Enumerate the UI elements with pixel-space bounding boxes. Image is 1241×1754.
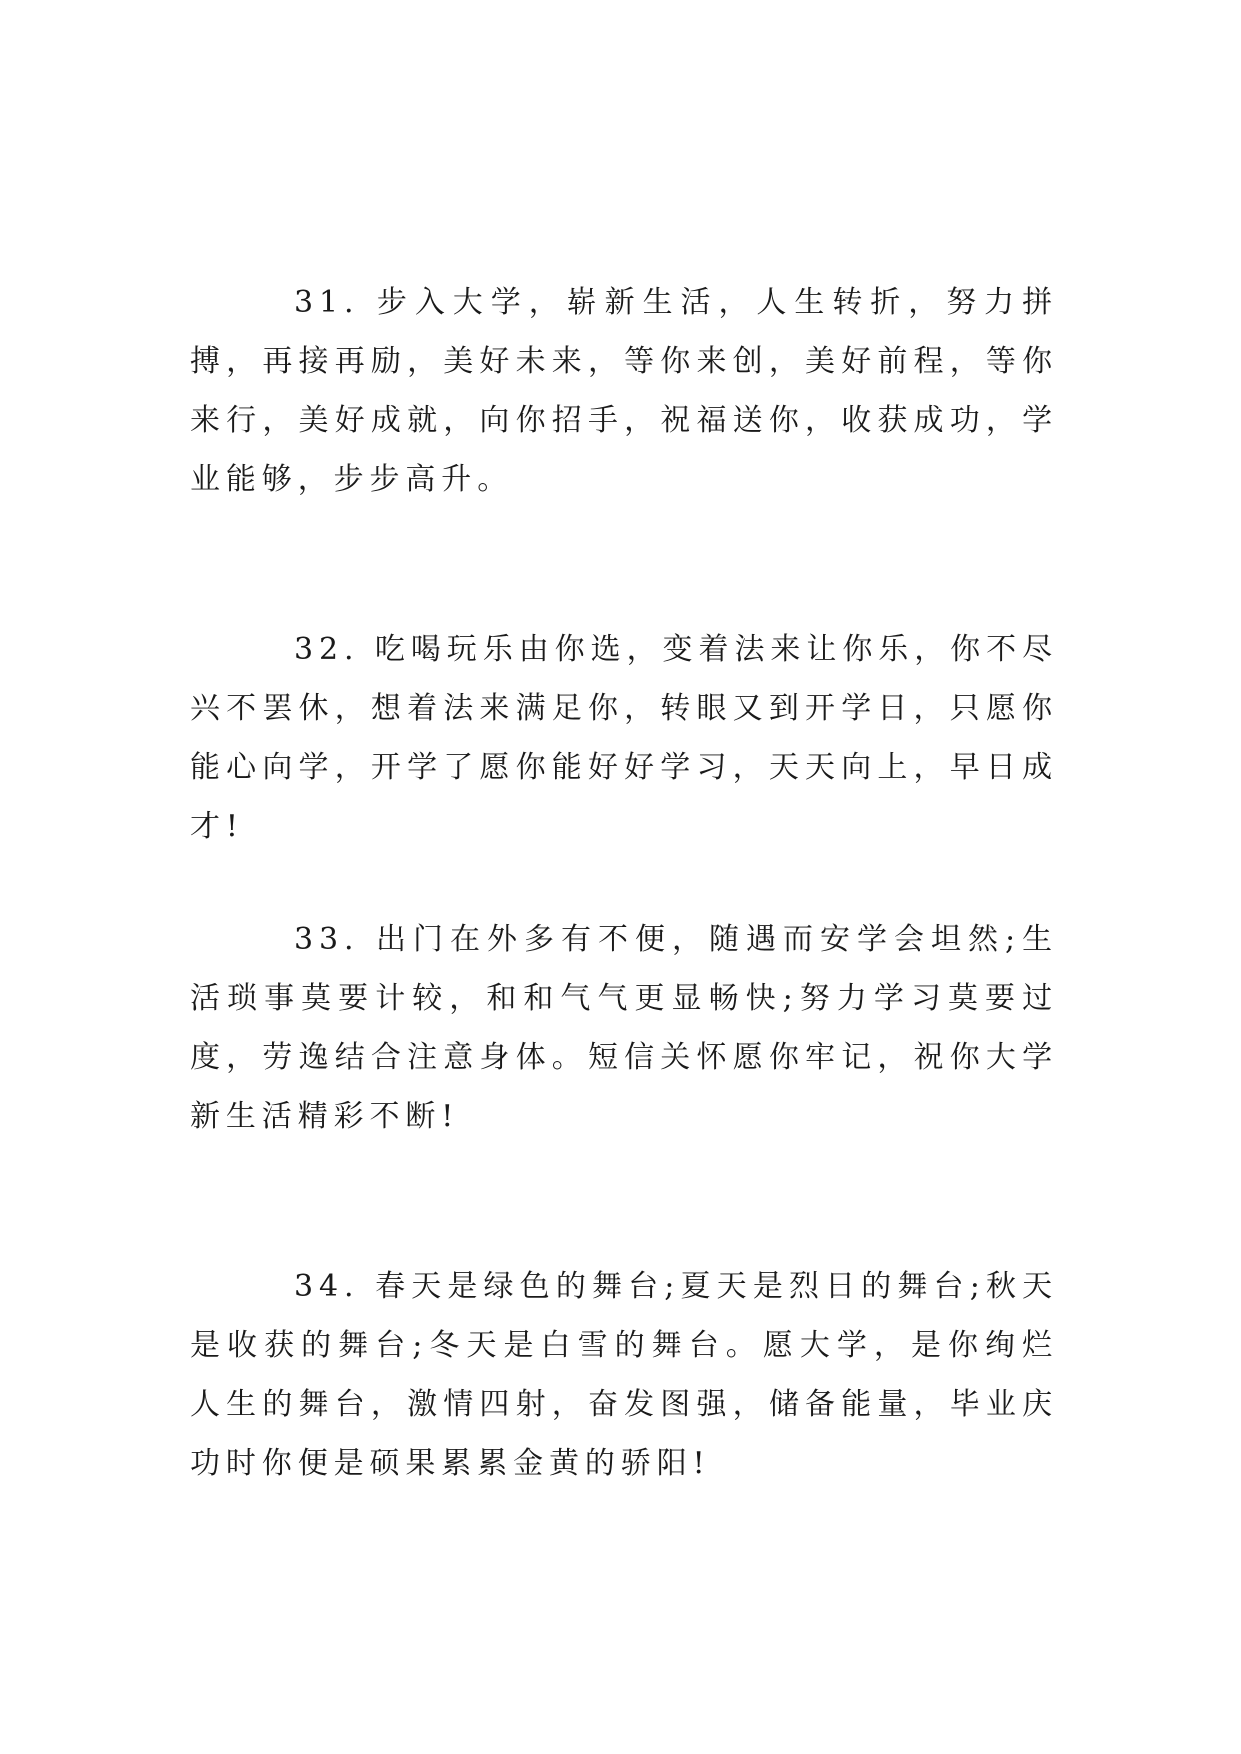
paragraph-32: 32. 吃喝玩乐由你选，变着法来让你乐，你不尽兴不罢休，想着法来满足你，转眼又到开学日，只愿你能心向学，开学了愿你能好好学习，天天向上，早日成才! (190, 632, 1058, 844)
paragraph-34: 34. 春天是绿色的舞台;夏天是烈日的舞台;秋天是收获的舞台;冬天是白雪的舞台。愿大学，是你绚烂人生的舞台，激情四射，奋发图强，储备能量，毕业庆功时你便是硕果累累金黄的骄阳! (190, 1269, 1058, 1481)
paragraph-31: 31. 步入大学，崭新生活，人生转折，努力拼搏，再接再励，美好未来，等你来创，美好前程，等你来行，美好成就，向你招手，祝福送你，收获成功，学业能够，步步高升。 (190, 285, 1058, 497)
paragraph-33: 33. 出门在外多有不便，随遇而安学会坦然;生活琐事莫要计较，和和气气更显畅快;努力学习莫要过度，劳逸结合注意身体。短信关怀愿你牢记，祝你大学新生活精彩不断! (190, 922, 1058, 1134)
